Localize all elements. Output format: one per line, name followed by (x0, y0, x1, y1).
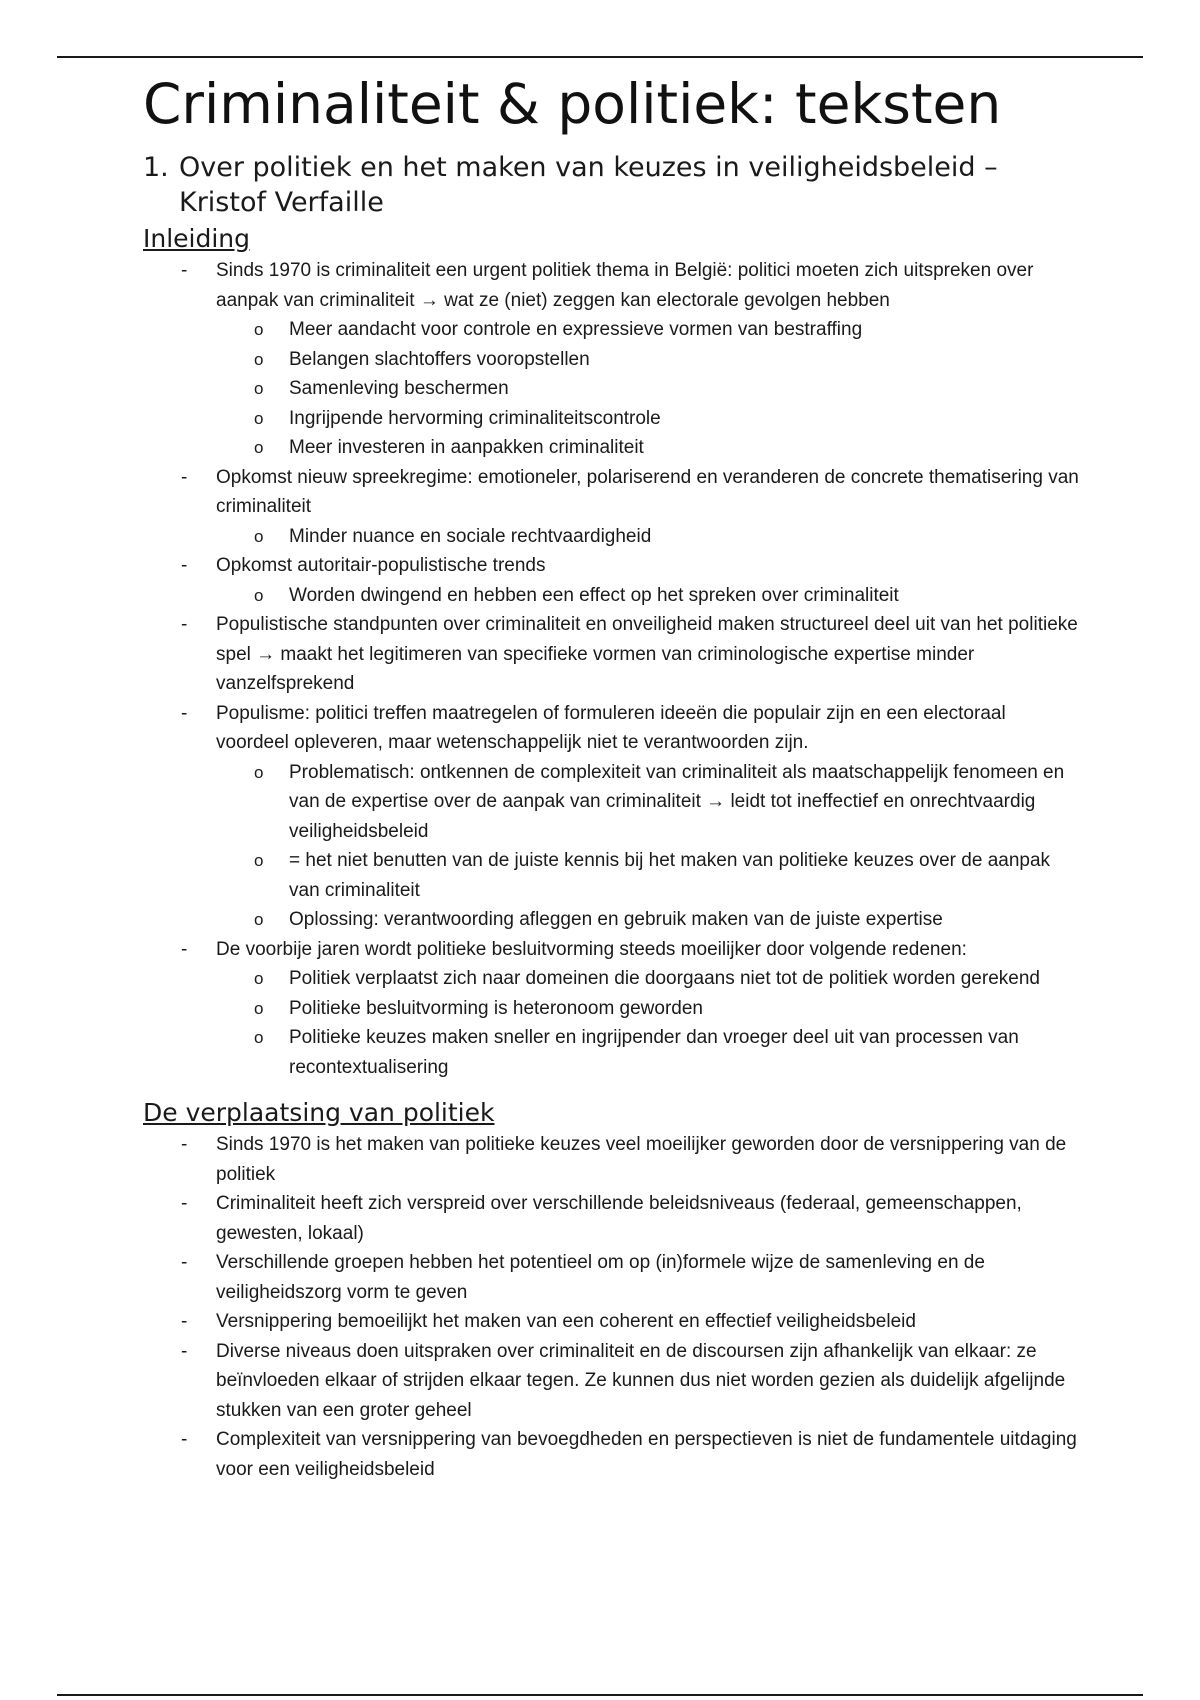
list-item-text: Diverse niveaus doen uitspraken over criminaliteit en de discoursen zijn afhankelijk van elkaar: ze beïnvloeden elkaar of strijden elkaar tegen. Ze kunnen dus niet worden gezien als duidelijk afgelijnde stukken van een groter geheel (216, 1340, 1066, 1421)
sub-list-item-text: Politieke keuzes maken sneller en ingrijpender dan vroeger deel uit van processen van recontextualisering (289, 1027, 1019, 1078)
bottom-rule (57, 1694, 1143, 1696)
sub-list-item (143, 994, 1083, 1024)
list-item-text: Sinds 1970 is criminaliteit een urgent politiek thema in België: politici moeten zich uitspreken over aanpak van criminaliteit → wat ze (niet) zeggen kan electorale gevolgen hebben (216, 260, 1034, 311)
sub-list-item (143, 581, 1083, 611)
sub-list-item (143, 964, 1083, 994)
list-item (143, 1425, 1083, 1484)
dash-bullet-icon: - (181, 466, 188, 488)
sub-list (216, 522, 1083, 552)
circle-bullet-icon: o (254, 910, 264, 929)
sub-list-item-text: Belangen slachtoffers vooropstellen (289, 348, 590, 370)
document-title: Criminaliteit & politiek: teksten (143, 72, 1002, 136)
sub-list-item-text: Ingrijpende hervorming criminaliteitscontrole (289, 407, 661, 429)
top-rule (57, 56, 1143, 58)
sub-list-item-text: Meer investeren in aanpakken criminaliteit (289, 437, 644, 458)
chapter-heading (143, 150, 1083, 220)
circle-bullet-icon: o (254, 349, 264, 369)
dash-bullet-icon: - (181, 938, 188, 960)
section-heading: De verplaatsing van politiek (143, 1098, 495, 1127)
list-item (143, 610, 1083, 699)
circle-bullet-icon: o (254, 969, 264, 988)
list-item (143, 551, 1083, 610)
dash-bullet-icon: - (181, 1311, 188, 1332)
list-item-text: Populisme: politici treffen maatregelen of formuleren ideeën die populair zijn en een electoraal voordeel opleveren, maar wetenschappelijk niet te verantwoorden zijn. (216, 702, 1006, 753)
circle-bullet-icon: o (254, 408, 264, 428)
list-item (143, 699, 1083, 935)
sub-list-item-text: Worden dwingend en hebben een effect op het spreken over criminaliteit (289, 584, 899, 606)
circle-bullet-icon: o (254, 762, 264, 782)
list-item (143, 1130, 1083, 1189)
list-item-text: Opkomst autoritair-populistische trends (216, 555, 546, 576)
list-item-text: Versnippering bemoeilijkt het maken van een coherent en effectief veiligheidsbeleid (216, 1311, 916, 1332)
sub-list-item (143, 846, 1083, 905)
circle-bullet-icon: o (254, 851, 264, 870)
sub-list-item (143, 522, 1083, 552)
document-body (143, 66, 1083, 1484)
chapter-number: 1. (143, 152, 169, 183)
sub-list (216, 758, 1083, 935)
list-item-text: De voorbije jaren wordt politieke besluitvorming steeds moeilijker door volgende redenen: (216, 938, 967, 960)
list-item (143, 1248, 1083, 1307)
sub-list-item-text: Oplossing: verantwoording afleggen en gebruik maken van de juiste expertise (289, 909, 943, 930)
sub-list-item (143, 433, 1083, 463)
sub-list (216, 964, 1083, 1082)
dash-bullet-icon: - (181, 260, 188, 281)
list-item (143, 1337, 1083, 1426)
sub-list (216, 581, 1083, 611)
dash-bullet-icon: - (181, 1134, 188, 1155)
dash-bullet-icon: - (181, 1429, 188, 1450)
list-item-text: Populistische standpunten over criminaliteit en onveiligheid maken structureel deel uit van het politieke spel → maakt het legitimeren van specifieke vormen van criminologische expertise minder vanzelfsprekend (216, 614, 1078, 694)
bullet-list (143, 1130, 1083, 1484)
circle-bullet-icon: o (254, 320, 264, 339)
list-item (143, 1307, 1083, 1337)
list-item-text: Opkomst nieuw spreekregime: emotioneler, polariserend en veranderen de concrete thematisering van criminaliteit (216, 466, 1079, 517)
sub-list-item-text: Politiek verplaatst zich naar domeinen die doorgaans niet tot de politiek worden gerekend (289, 968, 1040, 989)
dash-bullet-icon: - (181, 1252, 188, 1273)
circle-bullet-icon: o (254, 585, 264, 605)
dash-bullet-icon: - (181, 1193, 188, 1214)
list-item (143, 256, 1083, 463)
sub-list-item-text: Samenleving beschermen (289, 378, 509, 399)
list-item-text: Verschillende groepen hebben het potentieel om op (in)formele wijze de samenleving en de veiligheidszorg vorm te geven (216, 1252, 985, 1303)
bullet-list (143, 256, 1083, 1082)
sub-list-item (143, 905, 1083, 935)
sub-list-item-text: = het niet benutten van de juiste kennis bij het maken van politieke keuzes over de aanpak van criminaliteit (289, 850, 1051, 901)
list-item (143, 1189, 1083, 1248)
circle-bullet-icon: o (254, 379, 264, 398)
sub-list-item (143, 315, 1083, 345)
circle-bullet-icon: o (254, 998, 264, 1018)
dash-bullet-icon: - (181, 702, 188, 724)
sub-list-item-text: Minder nuance en sociale rechtvaardigheid (289, 525, 652, 547)
sections-container (143, 222, 1083, 1484)
sub-list-item (143, 374, 1083, 404)
dash-bullet-icon: - (181, 1340, 188, 1362)
list-item-text: Criminaliteit heeft zich verspreid over verschillende beleidsniveaus (federaal, gemeenschappen, gewesten, lokaal) (216, 1193, 1022, 1244)
sub-list-item (143, 758, 1083, 847)
circle-bullet-icon: o (254, 1028, 264, 1047)
circle-bullet-icon: o (254, 438, 264, 457)
sub-list-item (143, 345, 1083, 375)
sub-list (216, 315, 1083, 463)
sub-list-item (143, 404, 1083, 434)
chapter-title: Over politiek en het maken van keuzes in veiligheidsbeleid – Kristof Verfaille (179, 152, 998, 218)
circle-bullet-icon: o (254, 526, 264, 546)
list-item-text: Complexiteit van versnippering van bevoegdheden en perspectieven is niet de fundamentele uitdaging voor een veiligheidsbeleid (216, 1429, 1077, 1480)
list-item (143, 463, 1083, 552)
sub-list-item-text: Meer aandacht voor controle en expressieve vormen van bestraffing (289, 319, 863, 340)
dash-bullet-icon: - (181, 614, 188, 635)
sub-list-item-text: Problematisch: ontkennen de complexiteit van criminaliteit als maatschappelijk fenomeen en van de expertise over de aanpak van criminaliteit → leidt tot ineffectief en onrechtvaardig veiligheidsbeleid (289, 761, 1065, 842)
dash-bullet-icon: - (181, 555, 188, 576)
list-item-text: Sinds 1970 is het maken van politieke keuzes veel moeilijker geworden door de versnippering van de politiek (216, 1134, 1067, 1185)
list-item (143, 935, 1083, 1083)
sub-list-item (143, 1023, 1083, 1082)
section-heading: Inleiding (143, 224, 251, 253)
sub-list-item-text: Politieke besluitvorming is heteronoom geworden (289, 997, 704, 1019)
